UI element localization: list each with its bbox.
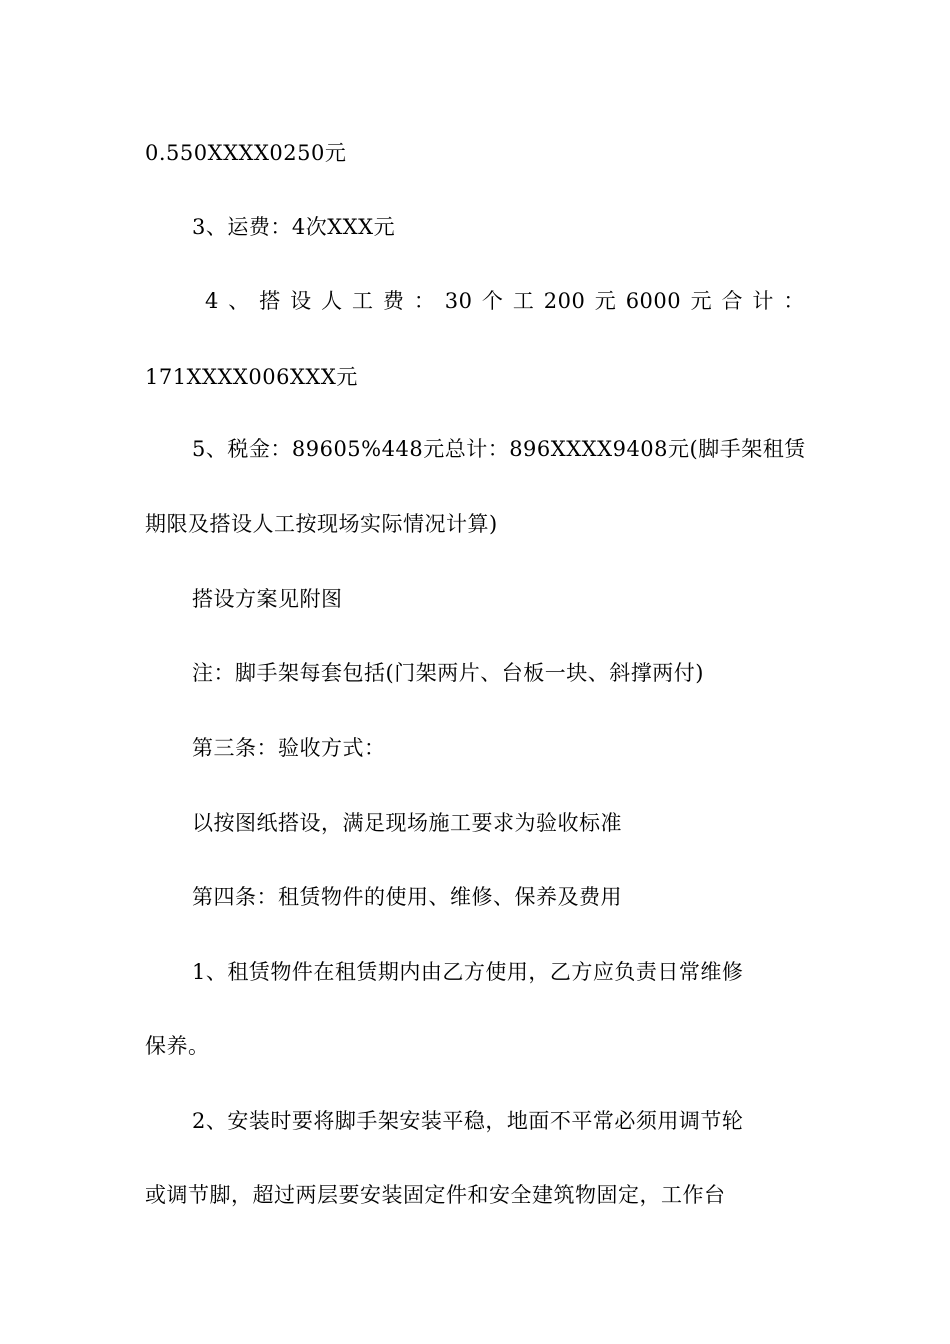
justified-token: 费 <box>382 289 405 313</box>
justified-token: 工 <box>351 289 374 313</box>
text-line-freight: 3、运费：4次XXX元 <box>192 215 396 239</box>
text-line-total: 171XXXX006XXX元 <box>145 365 358 389</box>
justified-token: 合 <box>721 289 743 313</box>
justified-token: 4 <box>205 289 219 313</box>
justified-token: 6000 <box>625 289 682 313</box>
justified-token: 200 <box>543 289 586 313</box>
justified-token: 、 <box>228 289 250 313</box>
text-line-labor-cost <box>205 286 805 316</box>
text-line-tax-continued: 期限及搭设人工按现场实际情况计算) <box>145 512 498 536</box>
text-line-clause-two-continued: 或调节脚，超过两层要安装固定件和安全建筑物固定，工作台 <box>145 1183 726 1207</box>
justified-token: 元 <box>690 289 713 313</box>
justified-token: 工 <box>512 289 535 313</box>
justified-token: 设 <box>290 289 312 313</box>
text-line-plan: 搭设方案见附图 <box>192 587 343 611</box>
text-line-clause-one: 1、租赁物件在租赁期内由乙方使用，乙方应负责日常维修 <box>192 960 744 984</box>
justified-token: 搭 <box>259 289 281 313</box>
justified-token: ： <box>783 289 805 313</box>
text-line-clause-one-continued: 保养。 <box>145 1034 210 1058</box>
text-line-clause-two: 2、安装时要将脚手架安装平稳，地面不平常必须用调节轮 <box>192 1109 744 1133</box>
text-line-1: 0.550XXXX0250元 <box>145 141 347 165</box>
text-line-article-four: 第四条：租赁物件的使用、维修、保养及费用 <box>192 885 622 909</box>
justified-token: ： <box>413 289 436 313</box>
text-line-tax: 5、税金：89605%448元总计：896XXXX9408元(脚手架租赁 <box>192 437 806 461</box>
justified-token: 元 <box>594 289 617 313</box>
justified-token: 30 <box>444 289 473 313</box>
justified-token: 个 <box>481 289 504 313</box>
justified-token: 计 <box>752 289 774 313</box>
text-line-acceptance: 以按图纸搭设，满足现场施工要求为验收标准 <box>192 811 622 835</box>
text-line-note: 注：脚手架每套包括(门架两片、台板一块、斜撑两付) <box>192 661 704 685</box>
text-line-article-three: 第三条：验收方式： <box>192 736 386 760</box>
justified-token: 人 <box>321 289 343 313</box>
